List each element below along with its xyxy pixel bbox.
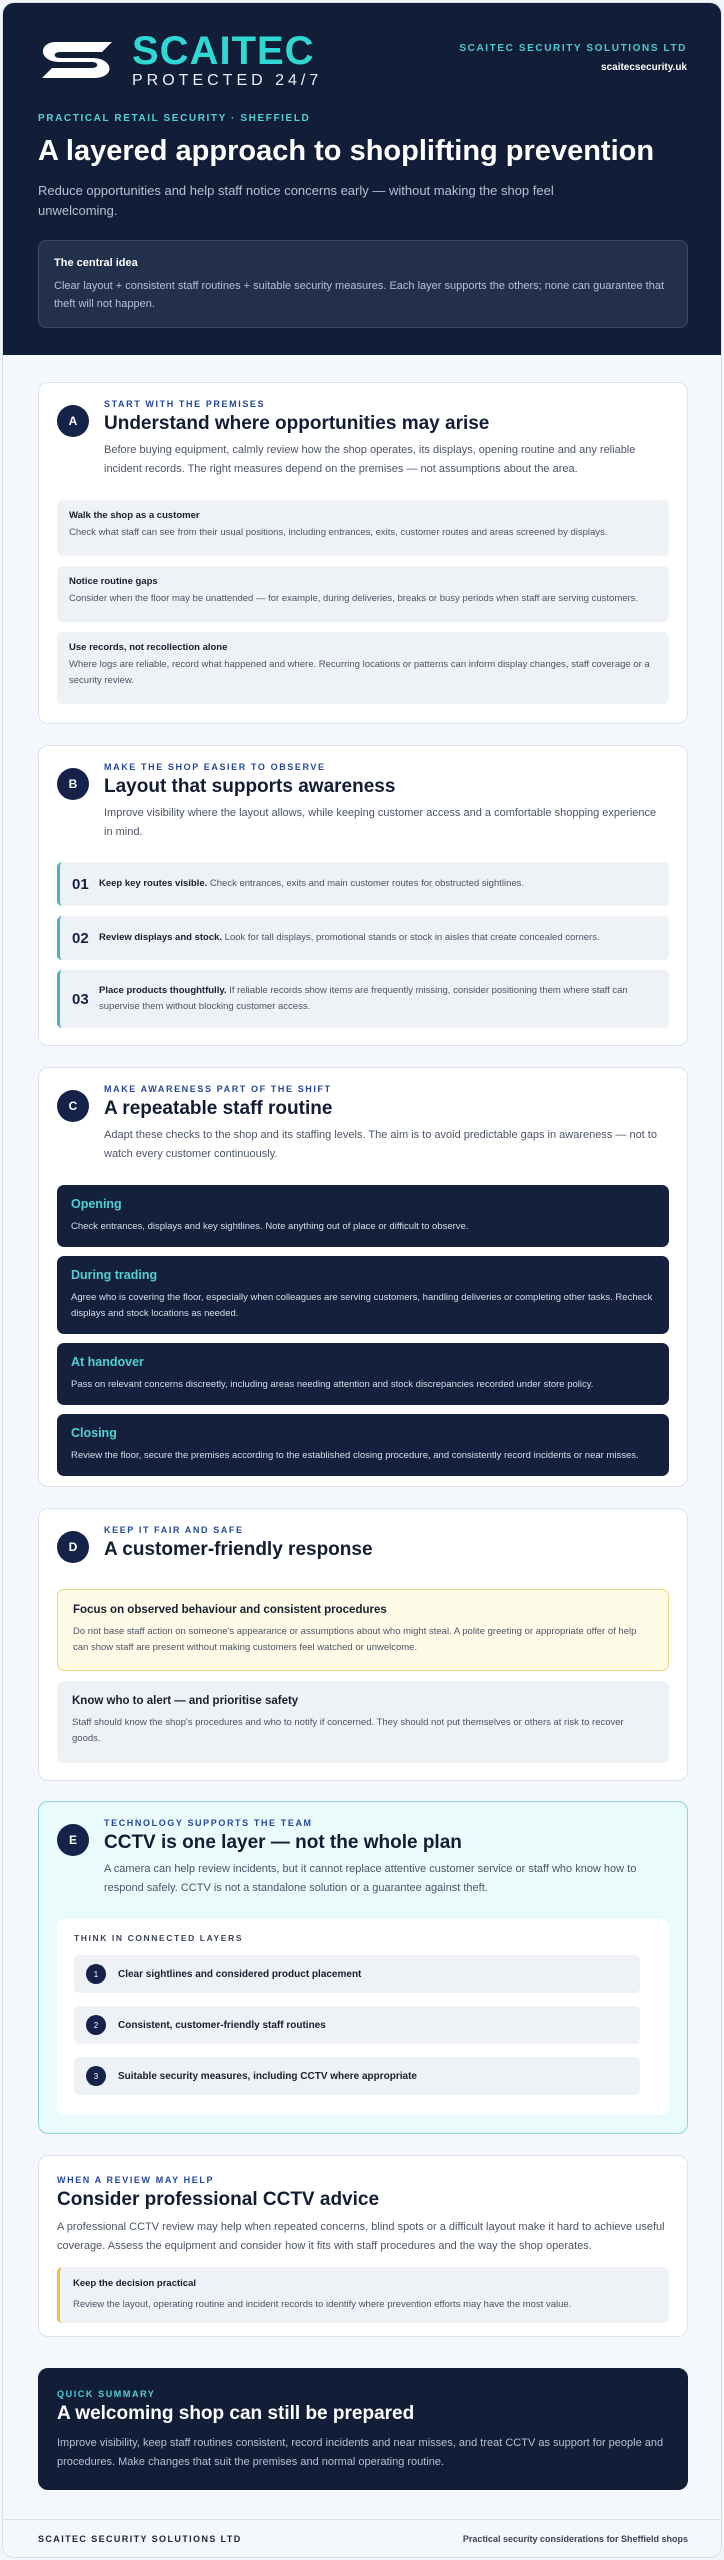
routine-step-opening bbox=[57, 1185, 669, 1247]
layers-heading: THINK IN CONNECTED LAYERS bbox=[74, 1933, 244, 1943]
brand-tagline: PROTECTED 24/7 bbox=[132, 72, 323, 89]
section-b-intro: Improve visibility where the layout allows, while keeping customer access and a comfortable shopping experience in mind. bbox=[104, 807, 657, 838]
company-url-link[interactable]: scaitecsecurity.uk bbox=[601, 62, 687, 73]
layer-number: 3 bbox=[86, 2066, 106, 2086]
routine-step-title: Closing bbox=[71, 1426, 117, 1440]
review-tip-text: Review the layout, operating routine and incident records to identify where prevention efforts may have the most value. bbox=[73, 2299, 572, 2310]
summary-kicker: QUICK SUMMARY bbox=[57, 2389, 156, 2399]
logo[interactable] bbox=[38, 31, 322, 89]
section-d-kicker: KEEP IT FAIR AND SAFE bbox=[104, 1525, 244, 1535]
routine-step-text: Check entrances, displays and key sightlines. Note anything out of place or difficult to observe. bbox=[71, 1221, 469, 1232]
step-number: 03 bbox=[72, 990, 89, 1008]
central-idea-text: Clear layout + consistent staff routines + suitable security measures. Each layer supports the others; none can guarantee that theft will not happen. bbox=[54, 280, 665, 310]
premises-item-text: Where logs are reliable, record what happened and where. Recurring locations or patterns can inform display changes, staff coverage or a security review. bbox=[69, 659, 650, 686]
step-detail: If reliable records show items are frequently missing, consider positioning them where staff can supervise them without blocking customer access. bbox=[99, 985, 628, 1012]
company-info bbox=[459, 43, 687, 73]
routine-step-title: At handover bbox=[71, 1355, 144, 1369]
step-number: 01 bbox=[72, 875, 89, 893]
section-e-badge: E bbox=[57, 1824, 89, 1856]
routine-step-during-trading bbox=[57, 1256, 669, 1334]
brand-name: SCAITEC bbox=[132, 29, 315, 73]
routine-step-text: Pass on relevant concerns discreetly, including areas needing attention and stock discrepancies recorded under store policy. bbox=[71, 1379, 594, 1390]
layer-label: Clear sightlines and considered product placement bbox=[118, 1968, 362, 1980]
layer-item bbox=[74, 1955, 640, 1993]
premises-item bbox=[57, 566, 669, 622]
section-a-intro: Before buying equipment, calmly review how the shop operates, its displays, opening routine and any reliable incident records. The right measures depend on the premises — not assumptions about the area. bbox=[104, 444, 636, 475]
focus-panel-title: Focus on observed behaviour and consistent procedures bbox=[73, 1604, 387, 1616]
section-b-card bbox=[38, 745, 688, 1046]
section-e-title: CCTV is one layer — not the whole plan bbox=[104, 1832, 462, 1853]
section-d-card bbox=[38, 1508, 688, 1781]
layer-number: 1 bbox=[86, 1964, 106, 1984]
section-b-title: Layout that supports awareness bbox=[104, 776, 396, 797]
step-detail: Check entrances, exits and main customer routes for obstructed sightlines. bbox=[207, 878, 525, 889]
review-tip-box bbox=[57, 2267, 669, 2323]
premises-item-text: Consider when the floor may be unattended — for example, during deliveries, breaks or busy periods when staff are serving customers. bbox=[69, 593, 639, 604]
summary-text: Improve visibility, keep staff routines consistent, record incidents and near misses, and treat CCTV as support for people and procedures. Make changes that suit the premises and normal operating routine. bbox=[57, 2437, 664, 2468]
section-a-title: Understand where opportunities may arise bbox=[104, 413, 490, 434]
footer-note: Practical security considerations for Sheffield shops bbox=[462, 2534, 688, 2544]
section-e-intro: A camera can help review incidents, but it cannot replace attentive customer service or staff who know how to respond safely. CCTV is not a standalone solution or a guarantee against theft. bbox=[104, 1863, 637, 1894]
focus-behaviour-panel bbox=[57, 1589, 669, 1671]
premises-item-title: Notice routine gaps bbox=[69, 576, 158, 587]
layout-step bbox=[57, 862, 669, 906]
hero-subtitle: Reduce opportunities and help staff notice concerns early — without making the shop feel unwelcoming. bbox=[38, 183, 554, 218]
section-b-badge: B bbox=[57, 768, 89, 800]
section-a-badge: A bbox=[57, 405, 89, 437]
section-c-badge: C bbox=[57, 1090, 89, 1122]
step-heading: Review displays and stock. bbox=[99, 932, 223, 943]
section-d-badge: D bbox=[57, 1531, 89, 1563]
alert-panel-text: Staff should know the shop's procedures and who to notify if concerned. They should not put themselves or others at risk to recover goods. bbox=[72, 1717, 624, 1744]
step-text bbox=[99, 876, 524, 892]
alert-safety-panel bbox=[57, 1681, 669, 1763]
step-text bbox=[99, 983, 659, 1015]
routine-step-handover bbox=[57, 1343, 669, 1405]
cctv-review-card bbox=[38, 2155, 688, 2337]
section-c-card bbox=[38, 1067, 688, 1487]
layer-label: Suitable security measures, including CCTV where appropriate bbox=[118, 2070, 417, 2082]
section-c-title: A repeatable staff routine bbox=[104, 1098, 333, 1119]
section-c-kicker: MAKE AWARENESS PART OF THE SHIFT bbox=[104, 1084, 332, 1094]
routine-step-title: Opening bbox=[71, 1197, 122, 1211]
hero-header bbox=[3, 3, 722, 355]
layer-item bbox=[74, 2006, 640, 2044]
premises-item-title: Use records, not recollection alone bbox=[69, 642, 228, 653]
review-tip-title: Keep the decision practical bbox=[73, 2278, 197, 2289]
focus-panel-text: Do not base staff action on someone's appearance or assumptions about who might steal. A polite greeting or appropriate offer of help can show staff are present without making customers feel watched or unwelcome. bbox=[73, 1626, 637, 1653]
footer-company: SCAITEC SECURITY SOLUTIONS LTD bbox=[38, 2534, 242, 2544]
summary-title: A welcoming shop can still be prepared bbox=[57, 2403, 415, 2424]
layer-number: 2 bbox=[86, 2015, 106, 2035]
premises-item-text: Check what staff can see from their usual positions, including entrances, exits, customer routes and areas screened by displays. bbox=[69, 527, 608, 538]
routine-step-text: Agree who is covering the floor, especially when colleagues are serving customers, handling deliveries or completing other tasks. Recheck displays and stock locations as needed. bbox=[71, 1292, 653, 1319]
connected-layers-box bbox=[57, 1919, 669, 2115]
review-kicker: WHEN A REVIEW MAY HELP bbox=[57, 2175, 215, 2185]
routine-step-closing bbox=[57, 1414, 669, 1476]
central-idea-title: The central idea bbox=[54, 257, 138, 269]
step-heading: Keep key routes visible. bbox=[99, 878, 208, 889]
hero-eyebrow: PRACTICAL RETAIL SECURITY · SHEFFIELD bbox=[38, 113, 311, 124]
layer-label: Consistent, customer-friendly staff routines bbox=[118, 2019, 326, 2031]
scaitec-s-logo-icon bbox=[38, 38, 118, 82]
layout-step bbox=[57, 970, 669, 1028]
section-a-card bbox=[38, 382, 688, 724]
section-c-intro: Adapt these checks to the shop and its staffing levels. The aim is to avoid predictable gaps in awareness — not to watch every customer continuously. bbox=[104, 1129, 657, 1160]
step-text bbox=[99, 930, 600, 946]
routine-step-text: Review the floor, secure the premises according to the established closing procedure, and consistently record incidents or near misses. bbox=[71, 1450, 639, 1461]
step-heading: Place products thoughtfully. bbox=[99, 985, 227, 996]
page bbox=[2, 2, 722, 2558]
section-b-kicker: MAKE THE SHOP EASIER TO OBSERVE bbox=[104, 762, 326, 772]
step-number: 02 bbox=[72, 929, 89, 947]
company-name: SCAITEC SECURITY SOLUTIONS LTD bbox=[459, 43, 687, 54]
layout-step bbox=[57, 916, 669, 960]
step-detail: Look for tall displays, promotional stands or stock in aisles that create concealed corners. bbox=[222, 932, 600, 943]
premises-item-title: Walk the shop as a customer bbox=[69, 510, 200, 521]
page-footer bbox=[3, 2519, 722, 2558]
premises-item bbox=[57, 632, 669, 704]
central-idea-box bbox=[38, 240, 688, 328]
quick-summary-card bbox=[38, 2368, 688, 2490]
routine-step-title: During trading bbox=[71, 1268, 158, 1282]
alert-panel-title: Know who to alert — and prioritise safety bbox=[72, 1695, 299, 1707]
section-a-kicker: START WITH THE PREMISES bbox=[104, 399, 266, 409]
section-e-card bbox=[38, 1801, 688, 2134]
review-title: Consider professional CCTV advice bbox=[57, 2189, 380, 2210]
page-title: A layered approach to shoplifting prevention bbox=[38, 135, 655, 167]
layer-item bbox=[74, 2057, 640, 2095]
section-e-kicker: TECHNOLOGY SUPPORTS THE TEAM bbox=[104, 1818, 313, 1828]
review-text: A professional CCTV review may help when repeated concerns, blind spots or a difficult layout make it hard to achieve useful coverage. Assess the equipment and consider how it fits with staff procedures and the way the shop operates. bbox=[57, 2221, 665, 2252]
section-d-title: A customer-friendly response bbox=[104, 1539, 373, 1560]
premises-item bbox=[57, 500, 669, 556]
